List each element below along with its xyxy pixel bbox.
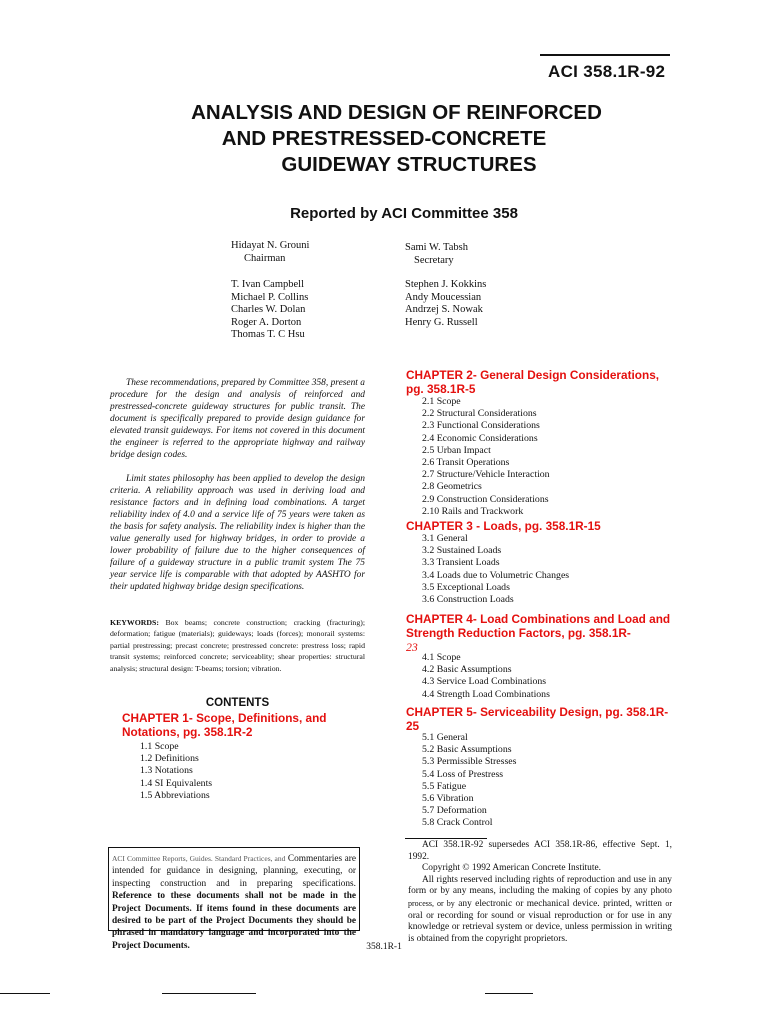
notice-faint-line: ACI Committee Reports, Guides. Standard Practices, and xyxy=(112,854,286,863)
toc-item[interactable]: 1.4 SI Equivalents xyxy=(140,777,213,789)
footnote-rule xyxy=(405,838,487,839)
keywords-text: Box beams; concrete construction; cracking (fracturing); deformation; fatigue (materials); guideways; loads (forces); monorail systems: partial prestressing; precast concrete; prestressed concrete: prestress loss; rapid transit systems; reinforced concrete; serviceablity; shear properties: structural analysis; structural design: T-beams; torsion; vibration. xyxy=(110,618,365,673)
chapter-5-items xyxy=(422,732,516,830)
secretary-role: Secretary xyxy=(414,255,454,266)
document-number: ACI 358.1R-92 xyxy=(548,62,666,81)
rights-text-1: All rights reserved including rights of reproduction and use in any form or by any means, including the making of copies by any photo xyxy=(408,874,672,897)
page-number: 358.1R-1 xyxy=(366,942,402,952)
top-rule xyxy=(540,54,670,56)
member: Michael P. Collins xyxy=(231,291,309,303)
copyright-block xyxy=(408,840,672,945)
supersedes-note: ACI 358.1R-92 supersedes ACI 358.1R-86, effective Sept. 1, 1992. xyxy=(408,840,672,862)
chapter-3-heading[interactable]: CHAPTER 3 - Loads, pg. 358.1R-15 xyxy=(406,519,601,533)
keywords xyxy=(110,617,365,674)
member: T. Ivan Campbell xyxy=(231,279,304,290)
member: Stephen J. Kokkins xyxy=(405,279,487,290)
toc-item[interactable]: 1.1 Scope xyxy=(140,741,179,752)
toc-item[interactable]: 2.7 Structure/Vehicle Interaction xyxy=(422,469,550,481)
members-left xyxy=(231,279,308,342)
chapter-2-heading[interactable]: CHAPTER 2- General Design Considerations, pg. 358.1R-5 xyxy=(406,368,660,396)
toc-item[interactable]: 3.5 Exceptional Loads xyxy=(422,581,510,593)
contents-heading: CONTENTS xyxy=(205,697,270,709)
toc-item[interactable]: 2.9 Construction Considerations xyxy=(422,493,549,505)
chapter-4-page-suffix: 23 xyxy=(406,640,418,654)
document-title xyxy=(0,100,768,178)
toc-item[interactable]: 5.4 Loss of Prestress xyxy=(422,768,504,780)
chairman-role: Chairman xyxy=(244,253,286,264)
rights-text-2: process, or by xyxy=(408,898,455,908)
members-right xyxy=(405,279,486,329)
member: Thomas T. C Hsu xyxy=(231,329,305,340)
chapter-4-title: CHAPTER 4- Load Combinations and Load and Strength Reduction Factors, pg. 358.1R- xyxy=(406,612,671,640)
chapter-4-items xyxy=(422,652,550,701)
keywords-label: KEYWORDS: xyxy=(110,618,159,627)
bottom-rule xyxy=(0,993,50,994)
member: Charles W. Dolan xyxy=(231,304,306,315)
member: Andy Moucessian xyxy=(405,291,482,303)
toc-item[interactable]: 1.2 Definitions xyxy=(140,753,199,765)
toc-item[interactable]: 2.4 Economic Considerations xyxy=(422,432,538,444)
rights-text-5: oral or recording for sound or visual reproduction or for use in any knowledge or retrieval system or device, unless permission in writing is obtained from the copyright proprietors. xyxy=(408,910,672,944)
chapter-2-items xyxy=(422,396,550,518)
toc-item[interactable]: 5.2 Basic Assumptions xyxy=(422,744,512,756)
rights-text-3: any electronic or mechanical device. printed, written xyxy=(458,898,662,909)
chapter-1-heading[interactable]: CHAPTER 1- Scope, Definitions, and Notations, pg. 358.1R-2 xyxy=(122,711,327,739)
toc-item[interactable]: 3.4 Loads due to Volumetric Changes xyxy=(422,569,570,581)
title-line-3: GUIDEWAY STRUCTURES xyxy=(281,153,537,176)
toc-item[interactable]: 3.1 General xyxy=(422,533,468,544)
chapter-5-heading[interactable]: CHAPTER 5- Serviceability Design, pg. 358.1R-25 xyxy=(406,705,669,733)
rights-reserved xyxy=(408,875,672,946)
chapter-3-items xyxy=(422,533,569,606)
toc-item[interactable]: 3.2 Sustained Loads xyxy=(422,545,502,557)
reported-by: Reported by ACI Committee 358 xyxy=(290,205,518,222)
copyright-line: Copyright © 1992 American Concrete Institute. xyxy=(422,863,601,874)
toc-item[interactable]: 2.10 Rails and Trackwork xyxy=(422,505,524,517)
toc-item[interactable]: 1.3 Notations xyxy=(140,765,193,777)
toc-item[interactable]: 5.6 Vibration xyxy=(422,793,474,805)
secretary-name: Sami W. Tabsh xyxy=(405,242,468,253)
abstract-paragraph-1: These recommendations, prepared by Committee 358, present a procedure for the design and analysis of reinforced and prestressed-concrete guideway structures for public transit. The document is specifically prepared to provide design guidance for elevated transit guideways. For items not covered in this document the engineer is referred to the appropriate highway and railway bridge design codes. xyxy=(110,378,365,460)
notice-box xyxy=(108,847,360,951)
chapter-4-heading[interactable] xyxy=(406,612,671,654)
toc-item[interactable]: 1.5 Abbreviations xyxy=(140,789,210,801)
toc-item[interactable]: 2.3 Functional Considerations xyxy=(422,420,540,432)
notice-paragraph-1: Commentaries are intended for guidance in designing, planning, executing, or inspecting construction and in preparing specifications. xyxy=(112,854,356,889)
chapter-1-items xyxy=(140,741,212,802)
toc-item[interactable]: 4.2 Basic Assumptions xyxy=(422,664,512,676)
bottom-rule xyxy=(485,993,533,994)
bottom-rule xyxy=(162,993,256,994)
toc-item[interactable]: 4.4 Strength Load Combinations xyxy=(422,688,550,700)
toc-item[interactable]: 2.1 Scope xyxy=(422,396,461,407)
toc-item[interactable]: 2.2 Structural Considerations xyxy=(422,408,537,420)
toc-item[interactable]: 5.7 Deformation xyxy=(422,805,487,817)
toc-item[interactable]: 2.6 Transit Operations xyxy=(422,457,510,469)
toc-item[interactable]: 5.5 Fatigue xyxy=(422,780,467,792)
abstract xyxy=(110,377,365,605)
toc-item[interactable]: 4.3 Service Load Combinations xyxy=(422,676,547,688)
toc-item[interactable]: 5.8 Crack Control xyxy=(422,817,493,829)
toc-item[interactable]: 4.1 Scope xyxy=(422,652,461,663)
title-line-1: ANALYSIS AND DESIGN OF REINFORCED xyxy=(191,101,602,124)
toc-item[interactable]: 3.3 Transient Loads xyxy=(422,557,500,569)
notice-paragraph-2: Reference to these documents shall not be made in the Project Documents. If items found in these documents are desired to be part of the Project Documents they should be phrased in mandatory language and incorporated into the Project Documents. xyxy=(112,891,356,951)
toc-item[interactable]: 2.8 Geometrics xyxy=(422,481,482,493)
member: Andrzej S. Nowak xyxy=(405,304,483,315)
toc-item[interactable]: 3.6 Construction Loads xyxy=(422,594,514,606)
member: Roger A. Dorton xyxy=(231,316,302,328)
title-line-2: AND PRESTRESSED-CONCRETE xyxy=(221,127,547,150)
toc-item[interactable]: 5.1 General xyxy=(422,732,468,743)
abstract-paragraph-2: Limit states philosophy has been applied to develop the design criteria. A reliability approach was used in deriving load and resistance factors and in defining load combinations. A target reliability index of 4.0 and a service life of 75 years were taken as the basis for safety analysis. The reliability index is higher than the value generally used for highway bridges, in order to provide a lower probability of failure due to the higher consequences of failure of a guideway structure in a public tramit system The 75 year service life is comparable with that adopted by AASHTO for their updated highway bridge design specifications. xyxy=(110,474,365,592)
toc-item[interactable]: 2.5 Urban Impact xyxy=(422,444,491,456)
toc-item[interactable]: 5.3 Permissible Stresses xyxy=(422,756,517,768)
chairman-name: Hidayat N. Grouni xyxy=(231,240,310,251)
rights-text-4: or xyxy=(665,898,673,908)
member: Henry G. Russell xyxy=(405,316,478,328)
